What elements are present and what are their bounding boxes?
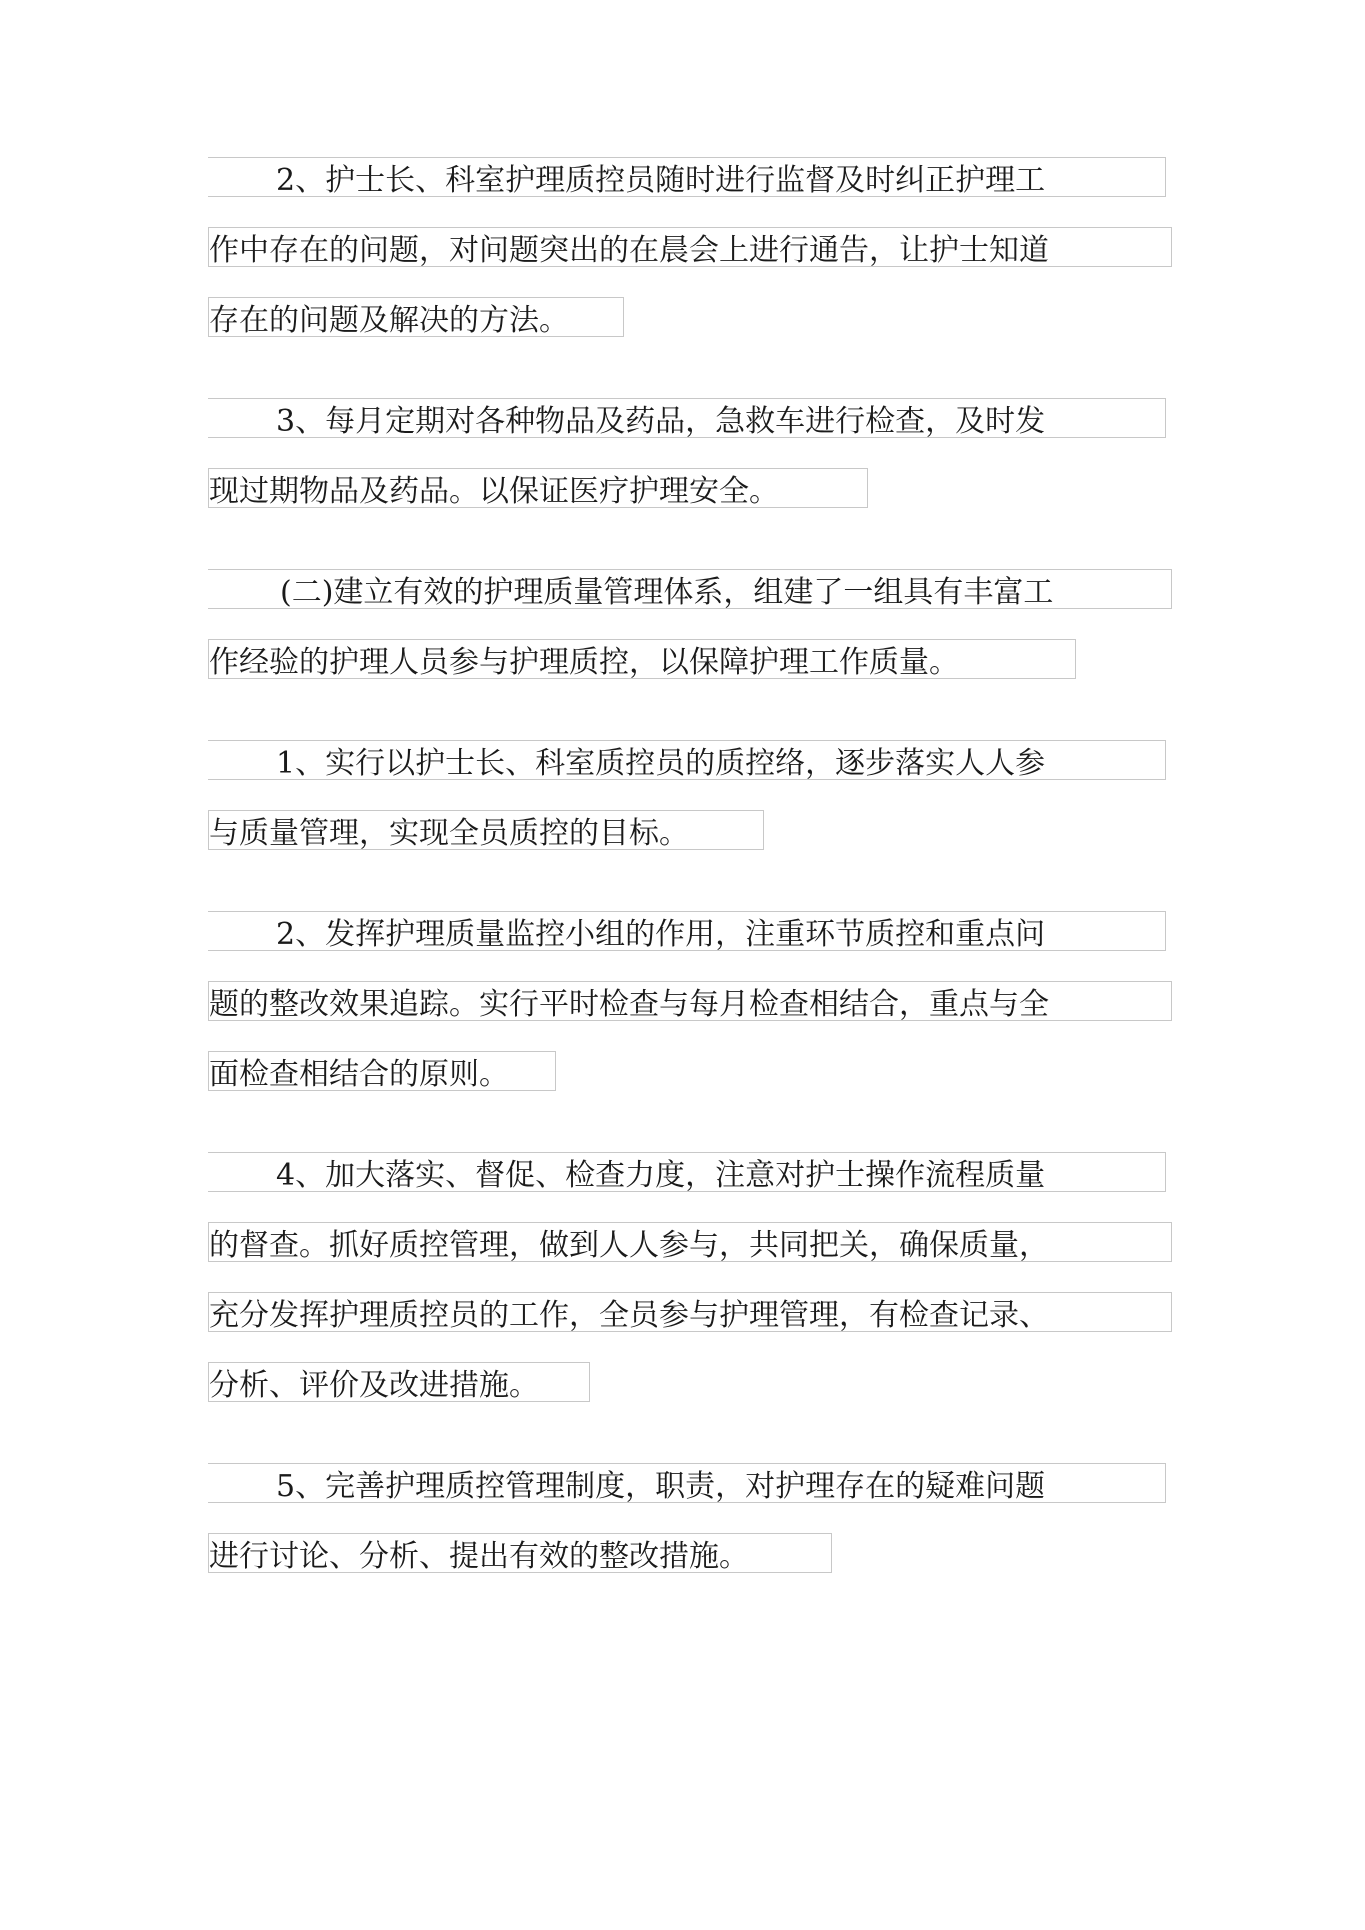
text-line: 充分发挥护理质控员的工作，全员参与护理管理，有检查记录、 (208, 1292, 1172, 1332)
text-line: (二)建立有效的护理质量管理体系，组建了一组具有丰富工 (208, 569, 1172, 609)
text-line: 面检查相结合的原则。 (208, 1051, 556, 1091)
text-line: 1、实行以护士长、科室质控员的质控络，逐步落实人人参 (208, 740, 1166, 780)
text-line: 作经验的护理人员参与护理质控，以保障护理工作质量。 (208, 639, 1076, 679)
text-line: 5、完善护理质控管理制度，职责，对护理存在的疑难问题 (208, 1463, 1166, 1503)
text-line: 4、加大落实、督促、检查力度，注意对护士操作流程质量 (208, 1152, 1166, 1192)
text-line: 2、发挥护理质量监控小组的作用，注重环节质控和重点问 (208, 911, 1166, 951)
text-line: 进行讨论、分析、提出有效的整改措施。 (208, 1533, 832, 1573)
text-line: 存在的问题及解决的方法。 (208, 297, 624, 337)
text-line: 分析、评价及改进措施。 (208, 1362, 590, 1402)
text-line: 作中存在的问题，对问题突出的在晨会上进行通告，让护士知道 (208, 227, 1172, 267)
text-line: 题的整改效果追踪。实行平时检查与每月检查相结合，重点与全 (208, 981, 1172, 1021)
text-line: 2、护士长、科室护理质控员随时进行监督及时纠正护理工 (208, 157, 1166, 197)
text-line: 与质量管理，实现全员质控的目标。 (208, 810, 764, 850)
text-line: 3、每月定期对各种物品及药品，急救车进行检查，及时发 (208, 398, 1166, 438)
text-line: 现过期物品及药品。以保证医疗护理安全。 (208, 468, 868, 508)
text-line: 的督查。抓好质控管理，做到人人参与，共同把关，确保质量， (208, 1222, 1172, 1262)
